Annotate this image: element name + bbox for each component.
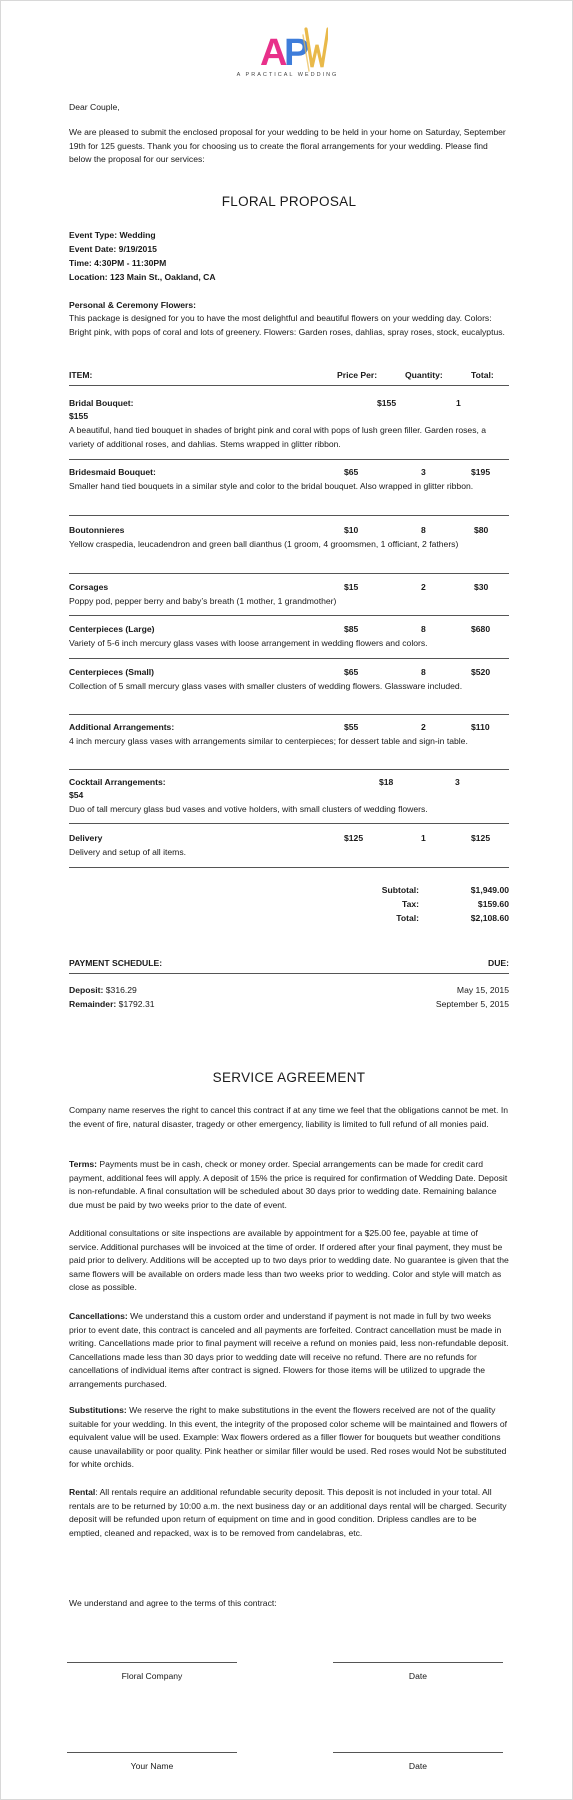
item-description: Poppy pod, pepper berry and baby’s breath (1 mother, 1 grandmother) [69,596,337,606]
item-price: $55 [344,722,359,732]
item-name: Delivery [69,833,103,843]
company-date-line [333,1662,503,1663]
company-signature-line [67,1662,237,1663]
item-description: 4 inch mercury glass vases with arrangements similar to centerpieces; for dessert table and sign-in table. [69,736,468,746]
item-name: Bridal Bouquet: [69,398,134,408]
consultations-paragraph: Additional consultations or site inspections are available by appointment for a $25.00 fee, payable at time of service. Additional purchases will be invoiced at the time of order. If ordered after your final payment, they must be paid prior to delivery. Additions will be accepted up to two days prior to wedding date. No guarantee is given that the same flowers will be available on orders made less than two weeks prior to wedding. Color and style will match as close as possible. [69,1228,509,1292]
row-divider [69,573,509,574]
header-total: Total: [471,370,494,380]
terms-text: Payments must be in cash, check or money order. Special arrangements can be made for credit card payment, additional fees will apply. A deposit of 15% the price is required for confirmation of Wedding Date. Deposit is non-refundable. A final consultation will be scheduled about 30 days prior to wedding date. Remaining balance due must be paid by two weeks prior to the date of event. [69,1159,508,1210]
table-row [69,466,509,480]
item-price: $155 [377,398,397,408]
item-total: $30 [474,582,489,592]
rental-text: : All rentals require an additional refundable security deposit. This deposit is not included in your total. All rentals are to be returned by 10:00 a.m. the next business day or an additional days rental will be charged. Security deposit will be refunded upon return of equipment on time and in good condition. Dripless candles are to be emptied, cleaned and repacked, wax is to be removed from candelabras, etc. [69,1487,507,1538]
table-row [69,832,509,846]
intro-paragraph: We are pleased to submit the enclosed proposal for your wedding to be held in your home on Saturday, September 19th for 125 guests. Thank you for choosing us to create the floral arrangements for your wedding. Please find below the proposal for our services: [69,127,506,164]
item-total: $680 [471,624,491,634]
item-total: $195 [471,467,491,477]
client-date-line [333,1752,503,1753]
event-date: Event Date: 9/19/2015 [69,244,157,254]
payment-divider [69,973,509,974]
total-label: Total: [396,913,419,923]
table-row [69,666,509,680]
header-price: Price Per: [337,370,378,380]
proposal-title: FLORAL PROPOSAL [221,194,357,209]
item-qty: 1 [456,398,461,408]
header-item: ITEM: [69,370,93,380]
item-description: Smaller hand tied bouquets in a similar style and color to the bridal bouquet. Also wrapped in glitter ribbon. [69,481,474,491]
table-row [69,623,509,637]
item-price: $85 [344,624,359,634]
company-signature-label: Floral Company [121,1671,183,1681]
header-divider [69,385,509,386]
table-row [69,524,509,538]
item-qty: 1 [421,833,426,843]
company-date-label: Date [408,1671,428,1681]
client-date-label: Date [408,1761,428,1771]
client-signature-label: Your Name [130,1761,174,1771]
agreement-title: SERVICE AGREEMENT [212,1070,366,1085]
item-total: $155 [69,411,89,421]
row-divider [69,658,509,659]
item-price: $10 [344,525,359,535]
package-heading: Personal & Ceremony Flowers: [69,300,197,310]
svg-text:P: P [284,32,310,74]
svg-text:A: A [260,32,288,74]
substitutions-text: We reserve the right to make substitutions in the event the flowers received are not of the quality suitable for your wedding. In this event, the integrity of the proposed color scheme will be maintained and flowers of equivalent value will be used. Example: Wax flowers ordered as a filler flower for bouquets but weather conditions cause unavailability or poor quality. Pink heather or similar filler would be used. Red roses would Not be substituted for white orchids. [69,1405,508,1469]
item-description: Delivery and setup of all items. [69,847,187,857]
agreement-intro: Company name reserves the right to cancel this contract if at any time we feel that the obligations cannot be met. In the event of fire, natural disaster, tragedy or other emergency, liability is limited to full refund of all monies paid. [69,1105,508,1129]
item-name: Centerpieces (Large) [69,624,155,634]
event-time: Time: 4:30PM - 11:30PM [69,258,167,268]
item-total: $54 [69,790,84,800]
tax-value: $159.60 [477,899,509,909]
item-qty: 3 [421,467,426,477]
item-description: Yellow craspedia, leucadendron and green ball dianthus (1 groom, 4 groomsmen, 1 officiant, 2 fathers) [69,539,459,549]
item-qty: 3 [455,777,460,787]
item-name: Additional Arrangements: [69,722,175,732]
total-row [69,912,509,926]
item-price: $18 [379,777,394,787]
rental-label: Rental [69,1487,96,1497]
item-total: $110 [471,722,490,732]
remainder-label: Remainder: [69,999,117,1009]
agreement-statement: We understand and agree to the terms of this contract: [69,1598,277,1608]
due-heading: DUE: [487,958,509,968]
payment-header [69,957,509,971]
total-value: $2,108.60 [470,913,509,923]
cancellations-text: We understand this a custom order and understand if payment is not made in full by two weeks prior to event date, this contract is canceled and all payments are forfeited. Contract cancellation must be made in writing. Cancellations made prior to final payment will receive a refund on monies paid, less non-refundable deposit. Cancellations made less than 30 days prior to wedding date will receive no refund. There are no refunds for cancellations of individual items after contract is signed. Flowers for those items will be utilized to upgrade the arrangements purchased. [69,1311,509,1389]
header-quantity: Quantity: [405,370,443,380]
remainder-due-date: September 5, 2015 [435,999,509,1009]
rental-paragraph [69,1486,509,1540]
row-divider [69,823,509,824]
row-divider [69,714,509,715]
subtotal-value: $1,949.00 [470,885,509,895]
item-qty: 8 [421,525,426,535]
item-price: $125 [344,833,364,843]
item-price: $65 [344,467,359,477]
client-signature-line [67,1752,237,1753]
table-row [69,776,509,790]
cancellations-label: Cancellations: [69,1311,128,1321]
remainder-amount: $1792.31 [118,999,155,1009]
item-qty: 8 [421,624,426,634]
subtotal-label: Subtotal: [381,885,419,895]
table-row [69,397,509,411]
item-description: A beautiful, hand tied bouquet in shades of bright pink and coral with pops of lush green filler. Garden roses, a variety of additional roses, and dahlias. Stems wrapped in glitter ribbon. [69,425,487,449]
salutation: Dear Couple, [69,102,120,112]
deposit-row [69,984,509,998]
table-row [69,581,509,595]
item-price: $65 [344,667,359,677]
terms-label: Terms: [69,1159,98,1169]
payment-heading: PAYMENT SCHEDULE: [69,958,163,968]
tax-label: Tax: [401,899,419,909]
item-total: $520 [471,667,491,677]
row-divider [69,459,509,460]
cancellations-paragraph [69,1310,509,1391]
item-qty: 2 [421,582,426,592]
remainder-row [69,998,509,1012]
item-qty: 2 [421,722,426,732]
tax-row [69,898,509,912]
item-description: Duo of tall mercury glass bud vases and votive holders, with small clusters of wedding flowers. [69,804,428,814]
table-header [69,369,509,383]
item-total: $125 [471,833,491,843]
item-description: Collection of 5 small mercury glass vases with smaller clusters of wedding flowers. Glassware included. [69,681,463,691]
item-qty: 8 [421,667,426,677]
item-price: $15 [344,582,359,592]
deposit-amount: $316.29 [105,985,137,995]
item-name: Bridesmaid Bouquet: [69,467,156,477]
row-divider [69,515,509,516]
event-location: Location: 123 Main St., Oakland, CA [69,272,216,282]
row-divider [69,615,509,616]
item-name: Boutonnieres [69,525,125,535]
table-row [69,721,509,735]
deposit-due-date: May 15, 2015 [456,985,509,995]
terms-paragraph [69,1158,509,1212]
item-description: Variety of 5-6 inch mercury glass vases with loose arrangement in wedding flowers and colors. [69,638,428,648]
item-name: Corsages [69,582,109,592]
deposit-label: Deposit: [69,985,104,995]
item-total: $80 [474,525,489,535]
item-name: Centerpieces (Small) [69,667,155,677]
package-description: This package is designed for you to have the most delightful and beautiful flowers on your wedding day. Colors: Bright pink, with pops of coral and lots of greenery. Flowers: Garden roses, dahlias, spray roses, stock, eucalyptus. [69,313,505,337]
substitutions-label: Substitutions: [69,1405,127,1415]
item-name: Cocktail Arrangements: [69,777,166,787]
row-divider [69,867,509,868]
row-divider [69,769,509,770]
logo-tagline: A PRACTICAL WEDDING [236,72,339,78]
subtotal-row [69,884,509,898]
event-type: Event Type: Wedding [69,230,156,240]
substitutions-paragraph [69,1404,509,1472]
